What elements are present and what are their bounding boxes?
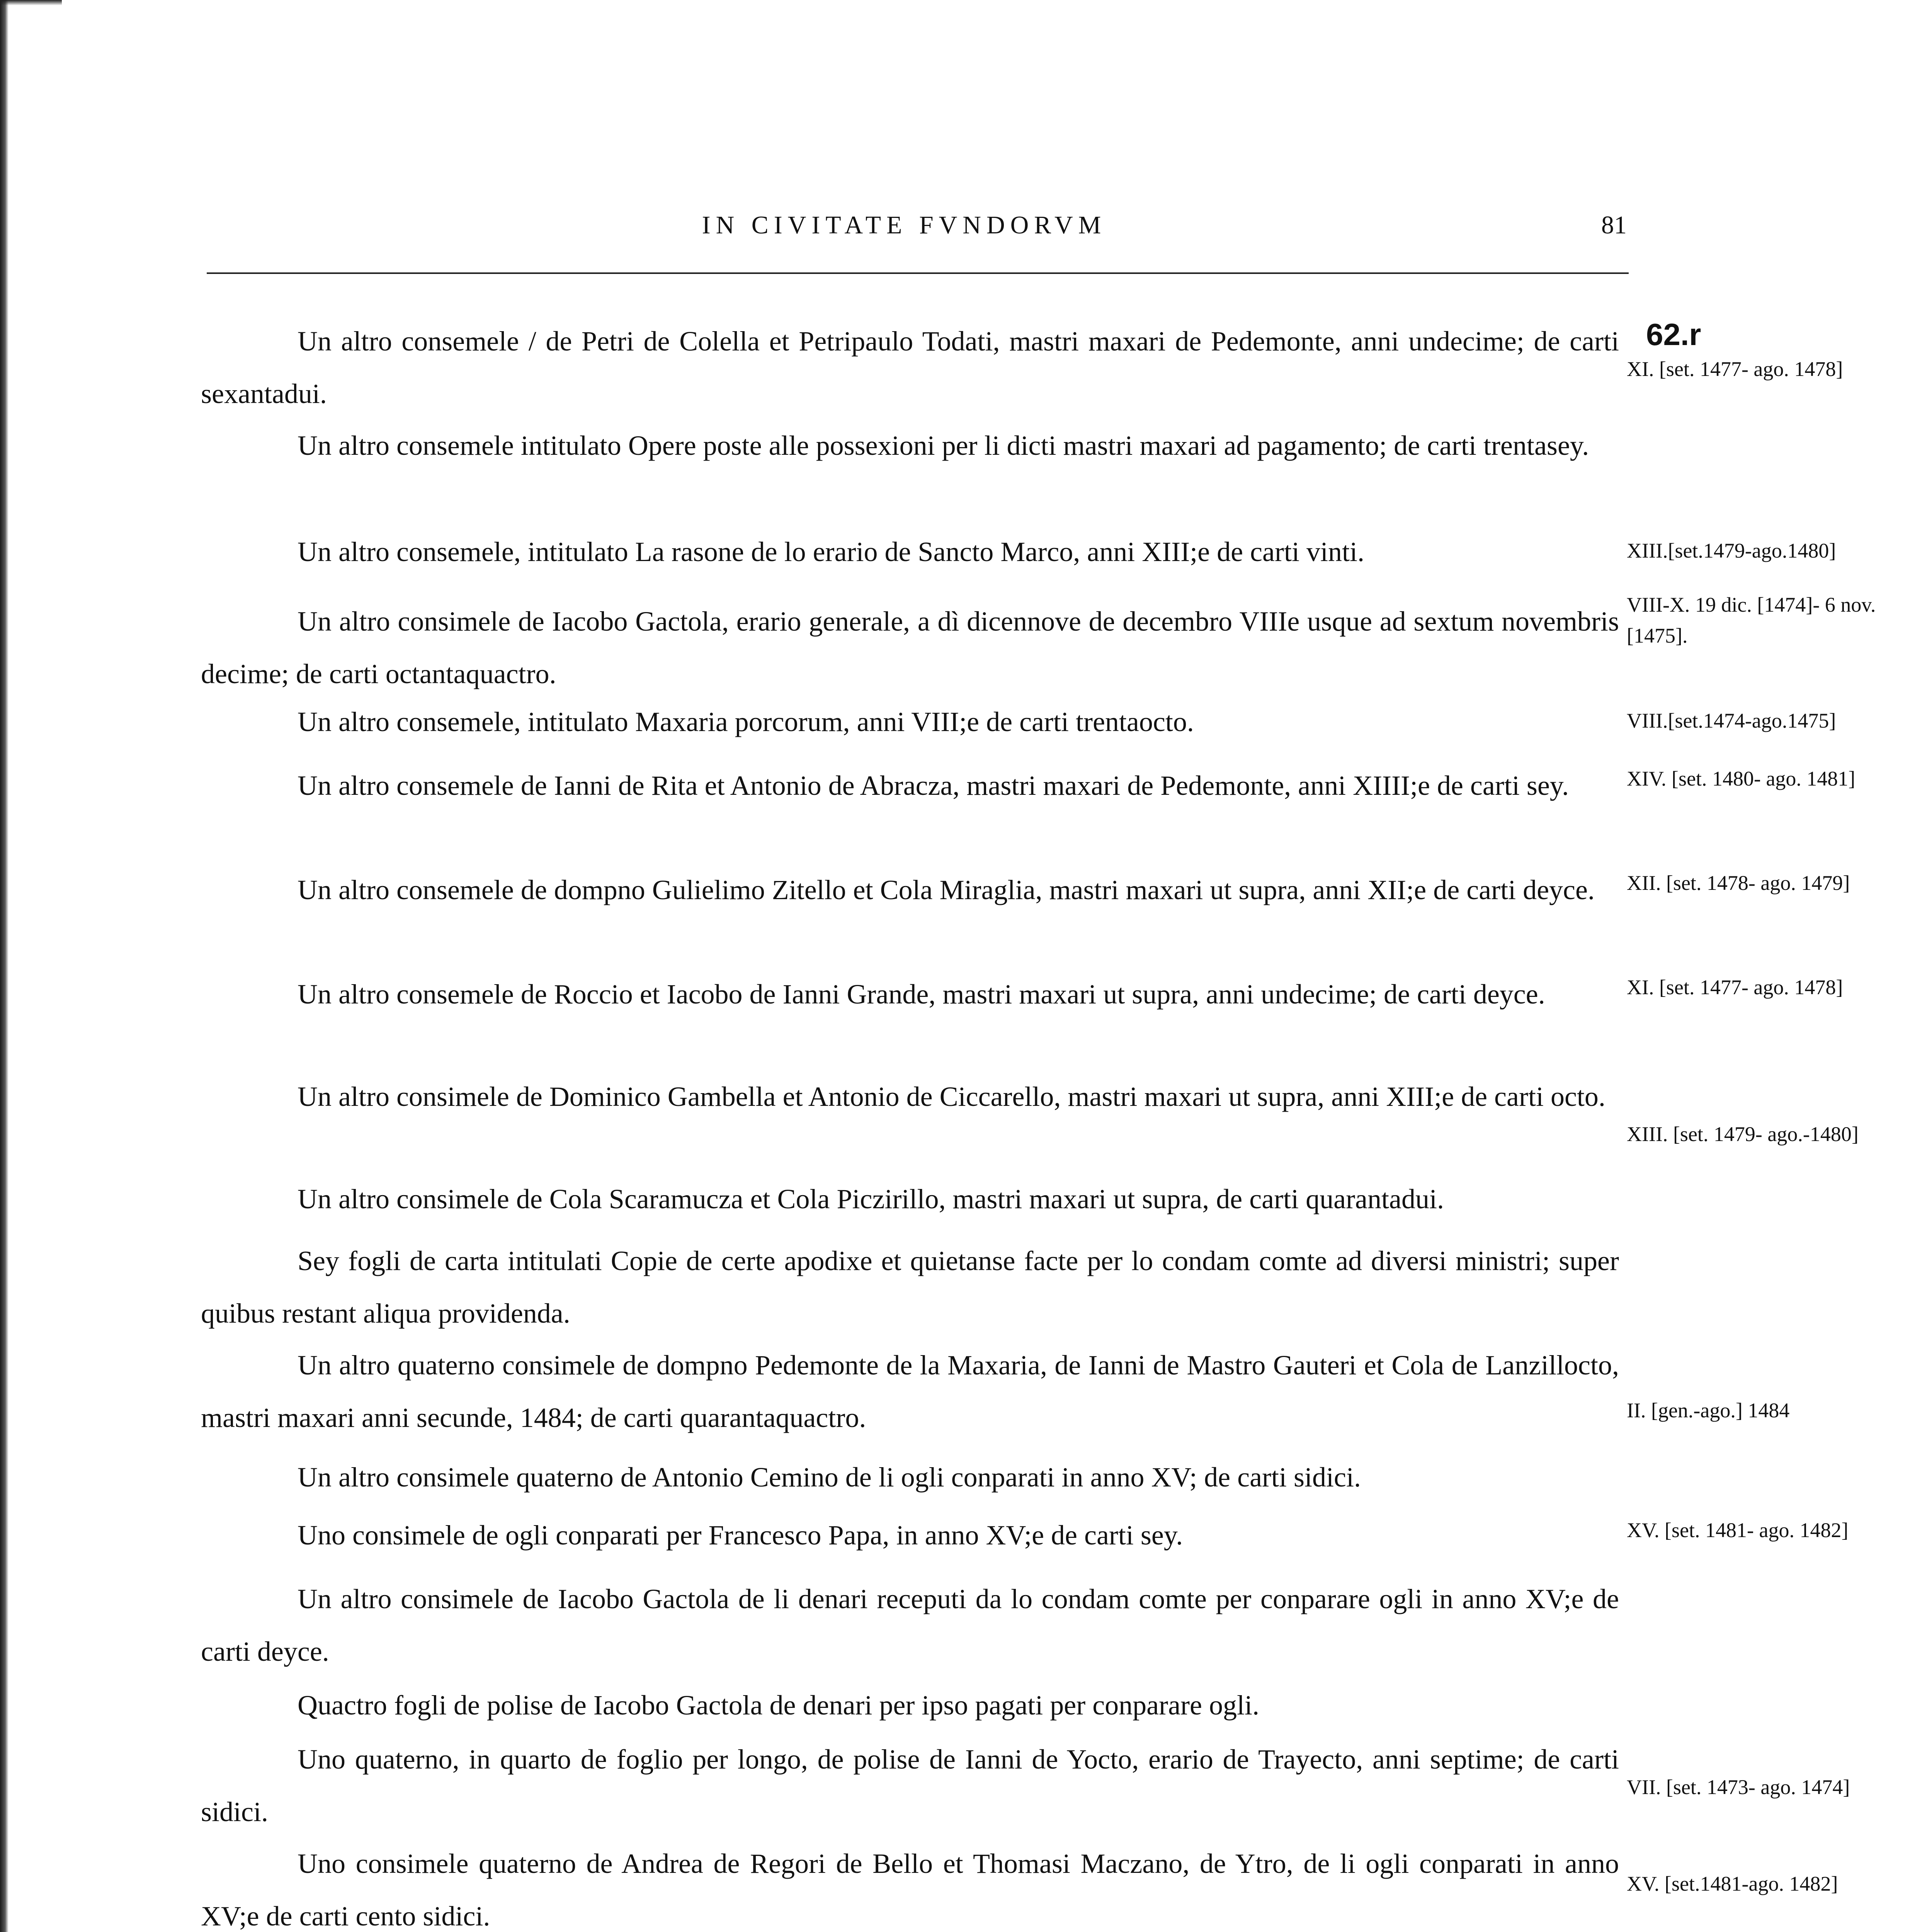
margin-note-12: II. [gen.-ago.] 1484 bbox=[1627, 1399, 1790, 1422]
entry-6: Un altro consemele de Ianni de Rita et Antonio de Abracza, mastri maxari de Pedemonte, anni XIIII;e de carti sey. bbox=[298, 770, 1569, 801]
entry-10: Un altro consimele de Cola Scaramucza et Cola Piczirillo, mastri maxari ut supra, de carti quarantadui. bbox=[298, 1184, 1444, 1214]
margin-note-4: VIII-X. 19 dic. [1474]- 6 nov. [1475]. bbox=[1627, 593, 1876, 647]
entry-9: Un altro consimele de Dominico Gambella et Antonio de Ciccarello, mastri maxari ut supra, anni XIII;e de carti octo. bbox=[298, 1081, 1605, 1112]
folio-recto: 62.r bbox=[1646, 317, 1701, 352]
margin-note-18: XV. [set.1481-ago. 1482] bbox=[1627, 1872, 1838, 1895]
margin-note-6: XIV. [set. 1480- ago. 1481] bbox=[1627, 767, 1855, 790]
margin-note-17: VII. [set. 1473- ago. 1474] bbox=[1627, 1776, 1850, 1799]
entry-11: Sey fogli de carta intitulati Copie de certe apodixe et quietanse facte per lo condam comte ad diversi ministri; super quibus restant aliqua providenda. bbox=[201, 1245, 1619, 1329]
margin-note-7: XII. [set. 1478- ago. 1479] bbox=[1627, 871, 1850, 895]
entry-18: Uno consimele quaterno de Andrea de Regori de Bello et Thomasi Maczano, de Ytro, de li ogli conparati in anno XV;e de carti cento sidici. bbox=[201, 1848, 1619, 1932]
page-number: 81 bbox=[1601, 211, 1627, 239]
entry-3: Un altro consemele, intitulato La rasone de lo erario de Sancto Marco, anni XIII;e de carti vinti. bbox=[298, 536, 1364, 567]
entry-5: Un altro consemele, intitulato Maxaria porcorum, anni VIII;e de carti trentaocto. bbox=[298, 706, 1194, 737]
entry-7: Un altro consemele de dompno Gulielimo Zitello et Cola Miraglia, mastri maxari ut supra, anni XII;e de carti deyce. bbox=[298, 874, 1595, 905]
entry-1: Un altro consemele / de Petri de Colella et Petripaulo Todati, mastri maxari de Pedemonte, anni undecime; de carti sexantadui. bbox=[201, 326, 1619, 409]
entry-8: Un altro consemele de Roccio et Iacobo de Ianni Grande, mastri maxari ut supra, anni undecime; de carti deyce. bbox=[298, 979, 1545, 1010]
header-divider bbox=[207, 272, 1629, 274]
entry-16: Quactro fogli de polise de Iacobo Gactola de denari per ipso pagati per conparare ogli. bbox=[298, 1690, 1259, 1721]
running-title: IN CIVITATE FVNDORVM bbox=[702, 211, 1107, 239]
entry-12: Un altro quaterno consimele de dompno Pedemonte de la Maxaria, de Ianni de Mastro Gauteri et Cola de Lanzillocto, mastri maxari anni secunde, 1484; de carti quarantaquactro. bbox=[201, 1350, 1619, 1433]
entry-15: Un altro consimele de Iacobo Gactola de li denari receputi da lo condam comte per conparare ogli in anno XV;e de carti deyce. bbox=[201, 1583, 1619, 1667]
margin-note-5: VIII.[set.1474-ago.1475] bbox=[1627, 709, 1836, 732]
entry-2: Un altro consemele intitulato Opere poste alle possexioni per li dicti mastri maxari ad pagamento; de carti trentasey. bbox=[298, 430, 1589, 461]
margin-note-8: XI. [set. 1477- ago. 1478] bbox=[1627, 976, 1843, 999]
entry-13: Un altro consimele quaterno de Antonio Cemino de li ogli conparati in anno XV; de carti sidici. bbox=[298, 1462, 1361, 1493]
margin-note-1: XI. [set. 1477- ago. 1478] bbox=[1627, 357, 1843, 381]
margin-note-3: XIII.[set.1479-ago.1480] bbox=[1627, 539, 1836, 562]
entry-4: Un altro consimele de Iacobo Gactola, erario generale, a dì dicennove de decembro VIIIe usque ad sextum novembris decime; de carti octantaquactro. bbox=[201, 606, 1619, 689]
margin-note-9: XIII. [set. 1479- ago.-1480] bbox=[1627, 1122, 1859, 1146]
scan-shadow-edge bbox=[0, 0, 9, 1932]
margin-note-14: XV. [set. 1481- ago. 1482] bbox=[1627, 1519, 1849, 1542]
entry-17: Uno quaterno, in quarto de foglio per longo, de polise de Ianni de Yocto, erario de Trayecto, anni septime; de carti sidici. bbox=[201, 1744, 1619, 1827]
entry-14: Uno consimele de ogli conparati per Francesco Papa, in anno XV;e de carti sey. bbox=[298, 1520, 1183, 1551]
scan-shadow-corner bbox=[0, 0, 62, 5]
